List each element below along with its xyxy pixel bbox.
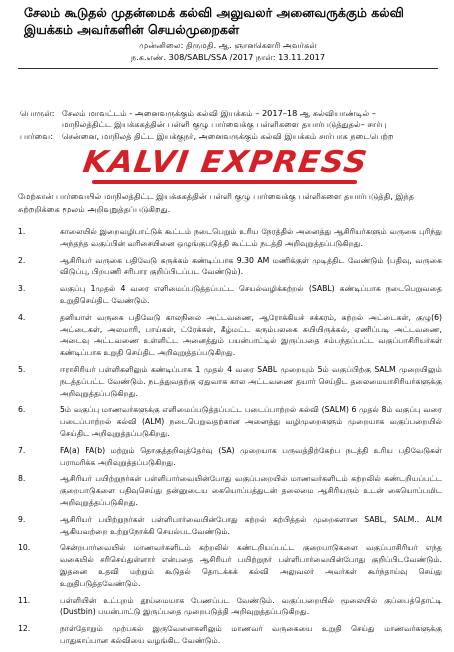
list-item: [18, 542, 442, 589]
list-item-number: 12.: [18, 624, 31, 634]
list-item: [18, 226, 442, 250]
list-item: [18, 283, 442, 307]
list-item: [18, 255, 442, 279]
reference-number-line: ந.க.எண். 308/SABL/SSA /2017 நாள்: 13.11.2017: [130, 52, 326, 62]
list-item-text: 5ம் வகுப்பு மாணவர்களுக்கு எளிமைப்படுத்தப்பட்ட படைப்பாற்றல் கல்வி (SALM) 6 முதல் 8ம் வகுப்பு வரை படைப்பாற்றல் கல்வி (ALM) நடைபெறுவதற்கான அனைத்து வழிமுறைகளும் முறையாக வகுப்பறையில் செய்திட அறிவுறுத்தப்படுகிறது.: [60, 405, 442, 438]
subject-text-line2: மாநிலத்திட்ட இயக்ககத்தின் பள்ளி குழு பார்வைக்கு பள்ளிகளை தயார்படுத்துதல்– சார்பு: [62, 119, 387, 129]
list-item-number: 7.: [18, 445, 26, 455]
list-item: [18, 595, 442, 619]
list-item-text: ஈராசிரியர் பள்ளிகளிலும் கண்டிப்பாக 1 முதல் 4 வரை SABL முறையும் 5ம் வகுப்பிற்கு SALM முறையிலும் நடத்தப்பட்ட வேண்டும். நடத்துவதற்கு ஏதுவாக கால அட்டவணை தயார் செய்திட தலைமையாசிரியர்களுக்கு அறிவுறுத்தப்படுகிறது.: [60, 364, 442, 398]
list-item-number: 3.: [18, 284, 26, 294]
list-item: [18, 623, 442, 647]
list-item-text: ஆசிரியர் பயிற்றுநர்கள் பள்ளிபார்வையின்போது வகுப்பறையில் மாணவர்களிடம் கற்றலில் கண்டறியப்பட்ட குறைபாடுகளை பதிவுசெய்து தன்னுடைய கையொப்பத்துடன் தலைமை ஆசிரியரும் உடன் கையொப்பமிட அறிவுறுத்தப்படுகிறது.: [60, 474, 442, 507]
list-item-text: தனியாள் வருகை பதிவேடு காலநிலை அட்டவணை, ஆரோக்கியச் சக்கரம், கற்றல் அட்டைகள், குழு(6) அட்டைகள், அலமாரி, பாய்கள், ட்ரேக்கள், கீழ்மட்ட கரும்பலகை சுயியிருக்கல், ஏணிப்படி அட்டவணை, அடைவு அட்டவணை உள்ளிட்ட அனைத்தும் பயன்பாட்டில் இருப்பதை சம்பந்தப்பட்ட வகுப்பாசிரியர்கள் கண்டிப்பாக உறுதி செய்திட அறிவுறுத்தப்படுகிறது.: [60, 312, 442, 358]
list-item-number: 1.: [18, 227, 26, 236]
reference-label: பார்வை:: [20, 131, 53, 141]
document-title: சேலம் கூடுதல் முதன்மைக் கல்வி அலுவலர் அனைவருக்கும் கல்வி இயக்கம் அவர்களின் செயல்முறைகள்: [24, 5, 404, 37]
list-item-number: 4.: [18, 312, 26, 322]
list-item: [18, 514, 442, 538]
list-item-number: 11.: [18, 595, 31, 605]
presence-line: முன்னிலை: திருமதி. ஆ. ஞானகௌரி அவர்கள்: [139, 40, 317, 50]
reference-text: சென்னை, மாநிலத் திட்ட இயக்குநர், அனைவருக்கும் கல்வி இயக்கம் சார்பாக நடைபெற்ற: [62, 131, 394, 141]
list-item: [18, 364, 442, 399]
list-item-number: 9.: [18, 514, 26, 524]
list-item: [18, 404, 442, 439]
list-item-number: 5.: [18, 364, 26, 374]
list-item-text: வகுப்பு 1முதல் 4 வரை எளிமைப்படுத்தப்பட்ட செயல்வழிக்கற்றல் (SABL) கண்டிப்பாக நடைபெறுவதை உறுதிசெய்திட வேண்டும்.: [60, 284, 442, 305]
intro-paragraph: மேற்கான் பார்வையில் மாநிலத்திட்ட இயக்ககத்தின் பள்ளி குழு பார்வைக்கு பள்ளிகளை தயார்படுத்தி, இந்த சுற்றறிக்கை மூலம் அறிவுறுத்தப்படுகிறது.: [18, 191, 415, 214]
list-item-number: 8.: [18, 474, 26, 484]
subject-label: பொருள்:: [20, 108, 55, 118]
list-item-text: சென்றபார்வையில் மாணவர்களிடம் கற்றலில் கண்டறியப்பட்ட குறைபாடுகளை வகுப்பாசிரியர் எந்த வகையில் சரிசெய்துள்ளார் என்பதை ஆசிரியர் பயிற்றுநர் பள்ளிபார்வையின்போது குறிப்பிடவேண்டும். இதனை உதவி மற்றும் கூடுதல் தொடக்கக் கல்வி அலுவலர் அவர்கள் கூர்ந்தாய்வு செய்து உறுதிபடுத்தவேண்டும்.: [60, 543, 442, 588]
list-item-text: நாள்தோறும் முற்பகல் இருவேளைகளிலும் மாணவர் வருகையை உறுதி செய்து மாணவர்களுக்கு பாதுகாப்பான கல்வியை வழங்கிட வேண்டும்.: [60, 624, 442, 645]
instruction-list: [18, 226, 442, 652]
list-item: [18, 445, 442, 469]
list-item: [18, 473, 442, 508]
subject-text-line1: சேலம் மாவட்டம் - அனைவருக்கும் கல்வி இயக்கம் – 2017–18 ஆ கல்வியாண்டில் –: [62, 108, 376, 118]
divider-top: [18, 68, 438, 69]
list-item-text: பள்ளியின் உட்புறம் தூய்மையாக பேணப்பட வேண்டும். வகுப்பறையில் மூலையில் குப்பைத்தொட்டி (Dustbin) பயன்பாட்டு இருப்பதை முறைபடுத்தி அறிவுறுத்தப்படுகிறது.: [60, 595, 442, 617]
list-item-text: FA(a) FA(b) மற்றும் தொகுத்தறிவுத்தேர்வு (SA) முறையாக பருவத்திற்கேற்ப நடத்தி உரிய பதிவேடுகள் பராமரிக்க அறிவுறுத்தப்படுகிறது.: [60, 445, 442, 467]
watermark-underline: [92, 180, 357, 184]
list-item-text: காலையில் இறைவழிபாட்டுக் கூட்டம் நடைபெறும் உரிய நேரத்தில் அனைத்து ஆசிரியர்களும் வருகை புரிந்து அந்தந்த வகுப்பின் வரிசையினை ஒழுங்குபடுத்தி கூட்டம் நடத்தி அறிவுறுத்தப்படுகிறது.: [60, 227, 442, 248]
watermark-logo: [80, 140, 370, 184]
list-item-number: 2.: [18, 255, 26, 265]
list-item-number: 10.: [18, 543, 31, 553]
list-item-number: 6.: [18, 405, 26, 415]
list-item: [18, 312, 442, 359]
watermark-text: KALVI EXPRESS: [80, 144, 370, 180]
list-item-text: ஆசிரியர் பயிற்றுநர்கள் பள்ளிபார்வையின்போது கற்றல் கற்பித்தல் முறைகளான SABL, SALM.. ALM ஆகியவற்றை உற்றுநோக்கி செயல்படவேண்டும்.: [60, 514, 442, 536]
list-item-text: ஆசிரியர் வருகை பதிவேடு கருக்கம் கண்டிப்பாக 9.30 AM மணிக்குள் முடித்திட வேண்டும் (பதிவு, வருகை விடுப்பு, பிறபணி சரிபார குறிப்பிடப்பட வேண்டும்).: [60, 255, 442, 277]
